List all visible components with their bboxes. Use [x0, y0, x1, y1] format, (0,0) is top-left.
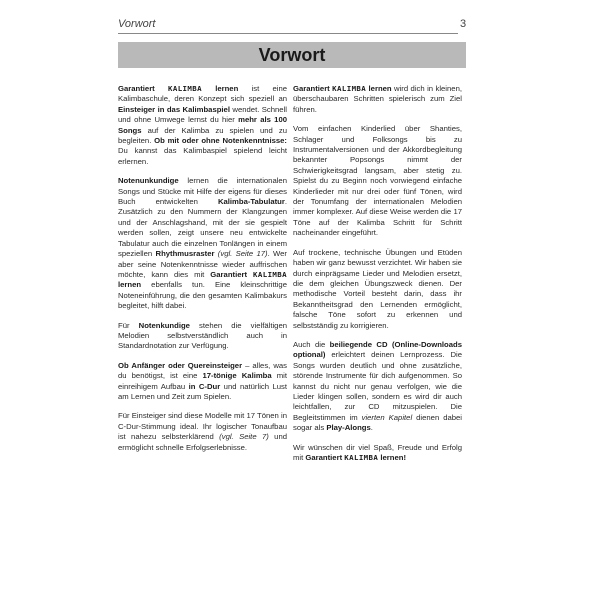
section-banner — [118, 42, 466, 68]
text-bold: lernen! — [380, 453, 407, 462]
text-bold: Garantiert — [210, 269, 248, 279]
text: erleichtert deinen Lernprozess. Die Songs wurden deutlich und ohne zusätzliche, störende Instrumente für dich aufgenommen. So kannst du nicht nur genau verfolgen, wie die Lieder klingen sollen, sondern es wird dir auch leichtfallen, zur CD mitzuspielen. Die Begleitstimmen im — [293, 350, 462, 422]
text-bold: Garantiert — [305, 453, 343, 462]
text-bold: lernen — [368, 84, 392, 93]
text-bold: Einsteiger in das Kalimbaspiel — [118, 104, 230, 114]
paragraph-cd — [293, 340, 462, 434]
paragraph-wunsch — [293, 443, 462, 464]
text-italic: (vgl. Seite 17) — [214, 249, 268, 259]
text: dienen dabei sogar als — [293, 412, 463, 433]
text-bold: Kalimba-Tabulatur — [217, 197, 285, 207]
text-bold: mehr als 100 Songs — [118, 115, 287, 135]
text-bold: Rhythmusraster — [155, 249, 215, 259]
running-header: Vorwort — [118, 18, 156, 30]
paragraph-notenunkundige — [118, 176, 287, 311]
text-bold: Play-Alongs — [326, 423, 371, 433]
text-bold: lernen — [215, 84, 239, 93]
kalimba-logo-text: KALIMBA — [168, 84, 202, 93]
page-number: 3 — [460, 18, 467, 30]
text: wendet. Schnell und ohne Umwege lernst du hier — [118, 104, 287, 125]
kalimba-logo-text: KALIMBA — [253, 269, 287, 279]
text: und natürlich Lust am Lernen und Zeit zum Spielen. — [118, 381, 288, 401]
section-title: Vorwort — [258, 44, 326, 65]
paragraph-notenkundige — [118, 321, 287, 352]
header-rule — [118, 33, 458, 34]
text: mit einreihigem Aufbau — [118, 371, 287, 391]
text: – alles, was du benötigst, ist eine — [118, 360, 287, 381]
text-italic: vierten Kapitel — [361, 412, 413, 422]
paragraph-anfaenger — [118, 361, 287, 403]
text-bold: Notenunkundige — [118, 176, 179, 186]
text-italic: (vgl. Seite 7) — [219, 432, 269, 442]
text: wird dich in kleinen, überschaubaren Schritten spielerisch zum Ziel führen. — [293, 84, 462, 114]
text: auf der Kalimba zu spielen und zu begleiten. — [118, 125, 287, 146]
text: . — [370, 423, 373, 433]
text: und ermöglicht schnelle Erfolgserlebnisse. — [118, 432, 288, 452]
text-bold: lernen — [118, 280, 142, 290]
text-bold: 17-tönige Kalimba — [202, 371, 272, 381]
kalimba-logo-text: KALIMBA — [344, 453, 379, 462]
paragraph-intro — [118, 84, 287, 167]
text-bold: Ob mit oder ohne Notenkenntnisse: — [154, 136, 287, 146]
paragraph-schritte — [293, 84, 462, 115]
text: ebenfalls tun. Eine kleinschrittige Noteneinführung, die den gesamten Kalimbakurs begleitet, hilft dabei. — [118, 280, 287, 311]
text: . Wer aber seine Notenkenntnisse wieder auffrischen möchte, kann dies mit — [118, 249, 287, 279]
text-bold: Ob Anfänger oder Quereinsteiger — [118, 360, 243, 370]
text: Du kannst das Kalimbaspiel spielend leicht erlernen. — [118, 146, 287, 166]
text-bold: Garantiert — [293, 84, 330, 93]
text: Auch die — [293, 339, 330, 349]
text-bold: beiliegende CD (Online-Downloads optional) — [293, 339, 462, 360]
text-bold: Notenkundige — [138, 320, 190, 330]
right-column — [293, 84, 462, 472]
text: stehen die vielfältigen Melodien selbstverständlich auch in Standardnotation zur Verfügung. — [118, 320, 287, 351]
paragraph-kinderlied: Vom einfachen Kinderlied über Shanties, Schlager und Folksongs bis zu Instrumentalversionen und der Akkordbegleitung bekannter Popsongs nimmt der Schwierigkeitsgrad langsam, aber stetig zu. Spielst du zu Beginn noch vorwiegend einfache Kinderlieder mit nur drei oder fünf Tönen, wird der Tonumfang der internationalen Melodien immer komplexer. Auf diese Weise werden die 17 Töne auf der Kalimba Schritt für Schritt nacheinander eingeführt. — [293, 124, 462, 238]
left-column — [118, 84, 287, 462]
text: ist eine Kalimbaschule, deren Konzept sich speziell an — [118, 84, 287, 104]
paragraph-uebungen: Auf trockene, technische Übungen und Etüden haben wir ganz bewusst verzichtet. Wir haben sie durch einprägsame Lieder und Melodien ersetzt, die dem gleichen Übungszweck dienen. Der methodische Vorteil besteht darin, dass ihr Bekanntheitsgrad den Lernenden ermöglicht, falsche Töne sofort zu erkennen und selbstständig zu korrigieren. — [293, 247, 462, 330]
text: Wir wünschen dir viel Spaß, Freude und Erfolg mit — [293, 442, 462, 462]
text: lernen die internationalen Songs und Stücke mit Hilfe der eigens für dieses Buch entwickelten — [118, 176, 287, 207]
text: . Zusätzlich zu den Nummern der Klangzungen und der Anschlagshand, mit der sie gespielt werden sollen, zeigt unsere neu entwickelte Tabulatur auch die einzelnen Tonlängen in einem speziellen — [118, 197, 287, 259]
text-bold: in C-Dur — [188, 381, 221, 391]
paragraph-einsteiger — [118, 411, 287, 453]
text: Für Einsteiger sind diese Modelle mit 17 Tönen in C-Dur-Stimmung ideal. Ihr logischer Tonaufbau ist nahezu selbsterklärend — [118, 411, 287, 442]
kalimba-logo-text: KALIMBA — [332, 84, 367, 93]
text-bold: Garantiert — [118, 84, 155, 93]
text: Für — [118, 320, 139, 330]
